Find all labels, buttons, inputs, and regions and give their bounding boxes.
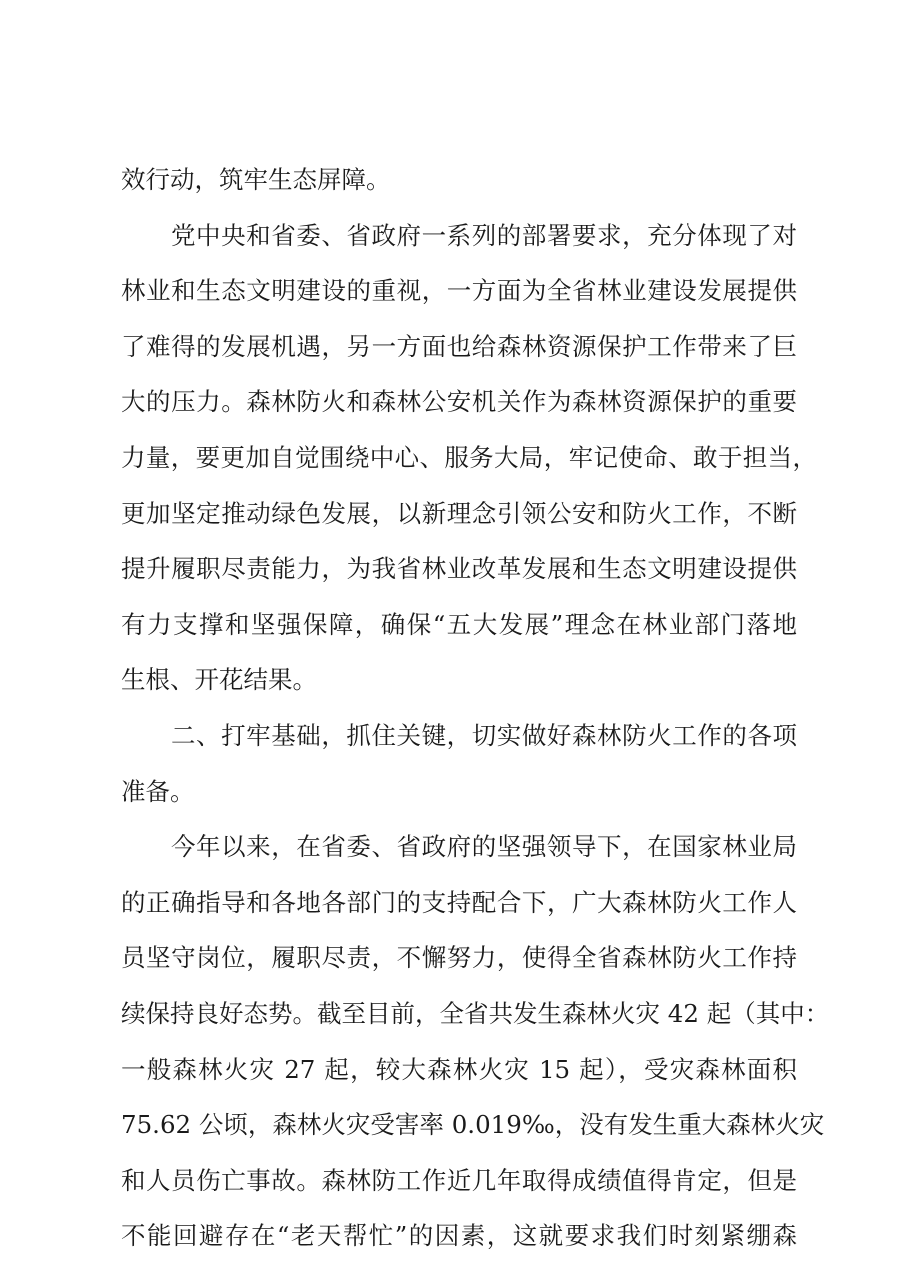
text-line: 不能回避存在“老天帮忙”的因素，这就要求我们时刻紧绷森 <box>121 1221 797 1251</box>
text-line: 了难得的发展机遇，另一方面也给森林资源保护工作带来了巨 <box>121 331 797 361</box>
text-line: 一般森林火灾 27 起，较大森林火灾 15 起），受灾森林面积 <box>121 1054 797 1084</box>
text-line: 更加坚定推动绿色发展，以新理念引领公安和防火工作，不断 <box>121 498 797 528</box>
text-line: 准备。 <box>121 776 195 806</box>
text-line: 生根、开花结果。 <box>121 665 317 695</box>
text-line: 大的压力。森林防火和森林公安机关作为森林资源保护的重要 <box>121 387 797 417</box>
text-line: 效行动，筑牢生态屏障。 <box>121 165 391 194</box>
text-line: 林业和生态文明建设的重视，一方面为全省林业建设发展提供 <box>121 276 797 306</box>
text-line: 力量，要更加自觉围绕中心、服务大局，牢记使命、敢于担当， <box>121 443 817 472</box>
text-line: 提升履职尽责能力，为我省林业改革发展和生态文明建设提供 <box>121 554 797 584</box>
text-line: 党中央和省委、省政府一系列的部署要求，充分体现了对 <box>171 220 797 250</box>
text-line: 75.62 公顷，森林火灾受害率 0.019‰，没有发生重大森林火灾 <box>121 1110 825 1140</box>
text-line: 员坚守岗位，履职尽责，不懈努力，使得全省森林防火工作持 <box>121 943 797 973</box>
text-line: 有力支撑和坚强保障，确保“五大发展”理念在林业部门落地 <box>121 609 797 639</box>
text-line: 的正确指导和各地各部门的支持配合下，广大森林防火工作人 <box>121 887 797 917</box>
text-line: 二、打牢基础，抓住关键，切实做好森林防火工作的各项 <box>171 721 797 750</box>
text-line: 今年以来，在省委、省政府的坚强领导下，在国家林业局 <box>171 832 797 862</box>
text-line: 续保持良好态势。截至目前，全省共发生森林火灾 42 起（其中： <box>121 999 830 1028</box>
text-line: 和人员伤亡事故。森林防工作近几年取得成绩值得肯定，但是 <box>121 1165 797 1195</box>
